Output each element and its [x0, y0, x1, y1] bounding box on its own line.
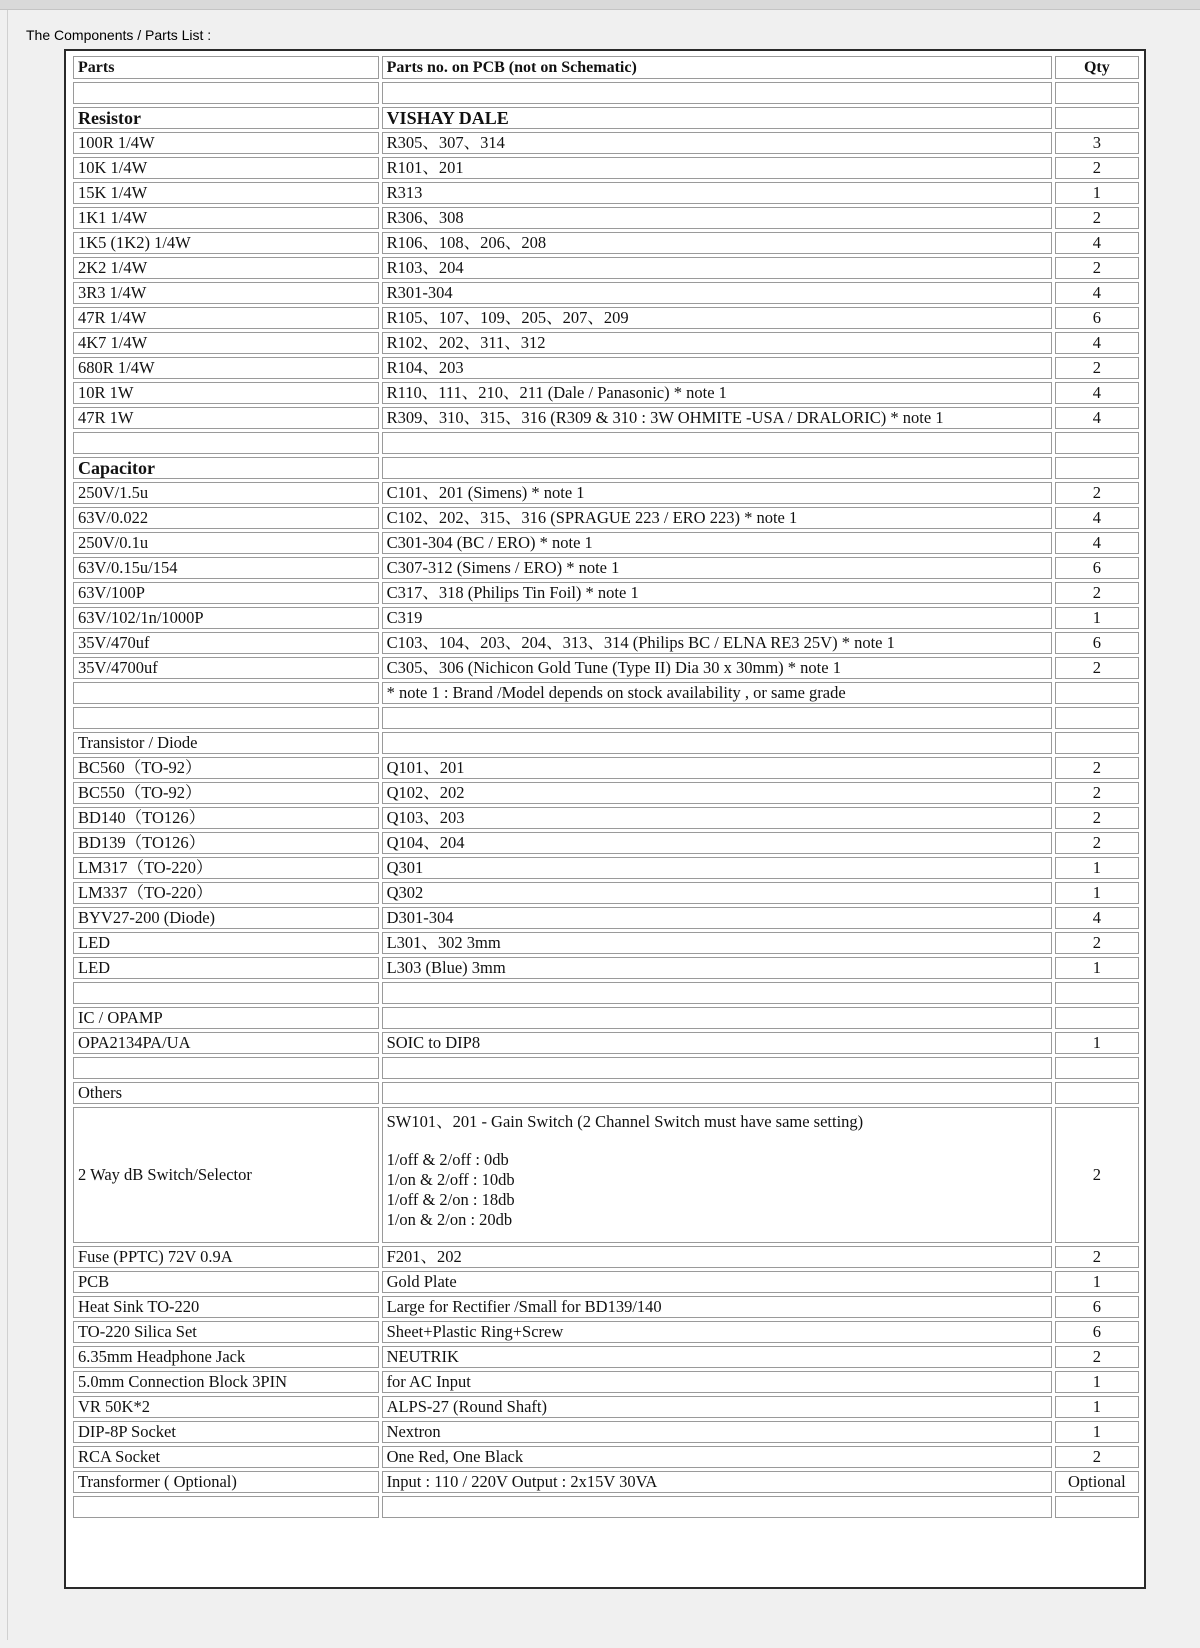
- qty-cell: [1055, 82, 1139, 104]
- qty-cell: 2: [1055, 157, 1139, 179]
- part-cell: 1K5 (1K2) 1/4W: [73, 232, 379, 254]
- pcb-number-cell: [382, 457, 1052, 479]
- part-cell: 100R 1/4W: [73, 132, 379, 154]
- qty-cell: 1: [1055, 1371, 1139, 1393]
- part-cell: 2 Way dB Switch/Selector: [73, 1107, 379, 1243]
- pcb-number-cell: R104、203: [382, 357, 1052, 379]
- pcb-number-cell: R301-304: [382, 282, 1052, 304]
- pcb-number-cell: [382, 1007, 1052, 1029]
- part-cell: Others: [73, 1082, 379, 1104]
- parts-table: [70, 53, 1142, 1521]
- qty-cell: 2: [1055, 357, 1139, 379]
- qty-cell: 4: [1055, 532, 1139, 554]
- pcb-number-cell: [382, 432, 1052, 454]
- table-row: [73, 1471, 1139, 1493]
- table-row: [73, 282, 1139, 304]
- table-row: [73, 732, 1139, 754]
- pcb-number-cell: Gold Plate: [382, 1271, 1052, 1293]
- pcb-number-cell: F201、202: [382, 1246, 1052, 1268]
- part-cell: LM337（TO-220）: [73, 882, 379, 904]
- table-row: [73, 1057, 1139, 1079]
- qty-cell: 4: [1055, 507, 1139, 529]
- qty-cell: [1055, 707, 1139, 729]
- pcb-number-cell: for AC Input: [382, 1371, 1052, 1393]
- table-row: [73, 632, 1139, 654]
- column-header-qty: Qty: [1055, 56, 1139, 79]
- pcb-number-cell: C305、306 (Nichicon Gold Tune (Type II) Dia 30 x 30mm) * note 1: [382, 657, 1052, 679]
- pcb-number-cell: D301-304: [382, 907, 1052, 929]
- part-cell: LED: [73, 932, 379, 954]
- table-row: [73, 157, 1139, 179]
- gain-switch-line5: 1/on & 2/on : 20db: [386, 1210, 513, 1229]
- pcb-number-cell: [382, 982, 1052, 1004]
- qty-cell: 4: [1055, 907, 1139, 929]
- qty-cell: [1055, 457, 1139, 479]
- pcb-number-cell: C301-304 (BC / ERO) * note 1: [382, 532, 1052, 554]
- qty-cell: 1: [1055, 1032, 1139, 1054]
- qty-cell: 2: [1055, 1107, 1139, 1243]
- table-row: [73, 207, 1139, 229]
- qty-cell: [1055, 107, 1139, 129]
- gain-switch-line4: 1/off & 2/on : 18db: [386, 1190, 515, 1209]
- qty-cell: [1055, 682, 1139, 704]
- pcb-number-cell: Large for Rectifier /Small for BD139/140: [382, 1296, 1052, 1318]
- pcb-number-cell: NEUTRIK: [382, 1346, 1052, 1368]
- part-cell: VR 50K*2: [73, 1396, 379, 1418]
- pcb-number-cell: R306、308: [382, 207, 1052, 229]
- column-header-parts: Parts: [73, 56, 379, 79]
- qty-cell: 1: [1055, 957, 1139, 979]
- table-row: [73, 1446, 1139, 1468]
- part-cell: [73, 1057, 379, 1079]
- part-cell: LED: [73, 957, 379, 979]
- part-cell: [73, 982, 379, 1004]
- pcb-number-cell: SOIC to DIP8: [382, 1032, 1052, 1054]
- qty-cell: 2: [1055, 657, 1139, 679]
- pcb-number-cell: * note 1 : Brand /Model depends on stock availability , or same grade: [382, 682, 1052, 704]
- part-cell: 4K7 1/4W: [73, 332, 379, 354]
- gain-switch-line3: 1/on & 2/off : 10db: [386, 1170, 515, 1189]
- qty-cell: 6: [1055, 557, 1139, 579]
- table-row: [73, 182, 1139, 204]
- table-row: [73, 232, 1139, 254]
- table-row: [73, 957, 1139, 979]
- qty-cell: [1055, 432, 1139, 454]
- table-row: [73, 432, 1139, 454]
- table-row: [73, 932, 1139, 954]
- pcb-number-cell: Q102、202: [382, 782, 1052, 804]
- table-row: [73, 307, 1139, 329]
- qty-cell: 2: [1055, 1446, 1139, 1468]
- table-row: [73, 1296, 1139, 1318]
- pcb-number-cell: VISHAY DALE: [382, 107, 1052, 129]
- part-cell: OPA2134PA/UA: [73, 1032, 379, 1054]
- page-heading: The Components / Parts List :: [26, 27, 212, 43]
- pcb-number-cell: R105、107、109、205、207、209: [382, 307, 1052, 329]
- table-row: [73, 457, 1139, 479]
- qty-cell: 4: [1055, 407, 1139, 429]
- table-row: [73, 907, 1139, 929]
- table-row: [73, 1496, 1139, 1518]
- part-cell: BD140（TO126）: [73, 807, 379, 829]
- table-row: [73, 832, 1139, 854]
- qty-cell: [1055, 1496, 1139, 1518]
- pcb-number-cell: Input : 110 / 220V Output : 2x15V 30VA: [382, 1471, 1052, 1493]
- qty-cell: 4: [1055, 332, 1139, 354]
- table-row: [73, 557, 1139, 579]
- pcb-number-cell: Q101、201: [382, 757, 1052, 779]
- pcb-number-cell: R101、201: [382, 157, 1052, 179]
- pcb-number-cell: R313: [382, 182, 1052, 204]
- pcb-number-cell: One Red, One Black: [382, 1446, 1052, 1468]
- window-top-bar: [0, 0, 1200, 10]
- table-row: [73, 257, 1139, 279]
- qty-cell: 6: [1055, 1296, 1139, 1318]
- part-cell: Resistor: [73, 107, 379, 129]
- qty-cell: 4: [1055, 382, 1139, 404]
- table-row: [73, 1371, 1139, 1393]
- qty-cell: 1: [1055, 1271, 1139, 1293]
- qty-cell: 2: [1055, 482, 1139, 504]
- qty-cell: 4: [1055, 232, 1139, 254]
- part-cell: 250V/0.1u: [73, 532, 379, 554]
- qty-cell: 1: [1055, 857, 1139, 879]
- table-row: [73, 1271, 1139, 1293]
- qty-cell: Optional: [1055, 1471, 1139, 1493]
- qty-cell: [1055, 732, 1139, 754]
- pcb-number-cell: [382, 1057, 1052, 1079]
- part-cell: [73, 432, 379, 454]
- part-cell: 15K 1/4W: [73, 182, 379, 204]
- table-row: [73, 582, 1139, 604]
- part-cell: 47R 1W: [73, 407, 379, 429]
- table-header-row: [73, 56, 1139, 79]
- qty-cell: 1: [1055, 1396, 1139, 1418]
- pcb-number-cell: R103、204: [382, 257, 1052, 279]
- table-row: [73, 782, 1139, 804]
- pcb-number-cell: [382, 707, 1052, 729]
- part-cell: [73, 682, 379, 704]
- gain-switch-line2: 1/off & 2/off : 0db: [386, 1150, 509, 1169]
- qty-cell: 2: [1055, 782, 1139, 804]
- part-cell: BYV27-200 (Diode): [73, 907, 379, 929]
- pcb-number-cell: C102、202、315、316 (SPRAGUE 223 / ERO 223) * note 1: [382, 507, 1052, 529]
- table-row: [73, 682, 1139, 704]
- part-cell: 63V/0.15u/154: [73, 557, 379, 579]
- table-row: [73, 507, 1139, 529]
- part-cell: Capacitor: [73, 457, 379, 479]
- part-cell: RCA Socket: [73, 1446, 379, 1468]
- column-header-pcb: Parts no. on PCB (not on Schematic): [382, 56, 1052, 79]
- qty-cell: 6: [1055, 632, 1139, 654]
- part-cell: PCB: [73, 1271, 379, 1293]
- part-cell: [73, 82, 379, 104]
- pcb-number-cell: R102、202、311、312: [382, 332, 1052, 354]
- table-row: [73, 1346, 1139, 1368]
- part-cell: 63V/0.022: [73, 507, 379, 529]
- part-cell: Heat Sink TO-220: [73, 1296, 379, 1318]
- qty-cell: 2: [1055, 832, 1139, 854]
- part-cell: Fuse (PPTC) 72V 0.9A: [73, 1246, 379, 1268]
- qty-cell: 2: [1055, 807, 1139, 829]
- qty-cell: 2: [1055, 582, 1139, 604]
- pcb-number-cell: C319: [382, 607, 1052, 629]
- part-cell: BC560（TO-92）: [73, 757, 379, 779]
- qty-cell: [1055, 1082, 1139, 1104]
- table-row: [73, 332, 1139, 354]
- qty-cell: [1055, 982, 1139, 1004]
- qty-cell: 2: [1055, 757, 1139, 779]
- qty-cell: 2: [1055, 1346, 1139, 1368]
- qty-cell: 6: [1055, 307, 1139, 329]
- part-cell: 35V/470uf: [73, 632, 379, 654]
- table-row: [73, 1007, 1139, 1029]
- table-row: [73, 357, 1139, 379]
- qty-cell: 1: [1055, 182, 1139, 204]
- table-row: [73, 1321, 1139, 1343]
- pcb-number-cell: [382, 1496, 1052, 1518]
- table-row: [73, 82, 1139, 104]
- parts-list-frame: [64, 49, 1146, 1589]
- pcb-number-cell: R110、111、210、211 (Dale / Panasonic) * note 1: [382, 382, 1052, 404]
- part-cell: 3R3 1/4W: [73, 282, 379, 304]
- qty-cell: 2: [1055, 207, 1139, 229]
- table-row: [73, 882, 1139, 904]
- pcb-number-cell: Q301: [382, 857, 1052, 879]
- pcb-number-cell: C101、201 (Simens) * note 1: [382, 482, 1052, 504]
- pcb-number-cell: Q302: [382, 882, 1052, 904]
- qty-cell: 2: [1055, 257, 1139, 279]
- qty-cell: [1055, 1007, 1139, 1029]
- table-row: [73, 1421, 1139, 1443]
- part-cell: 250V/1.5u: [73, 482, 379, 504]
- table-row: [73, 407, 1139, 429]
- pcb-number-cell: [382, 1107, 1052, 1243]
- part-cell: BD139（TO126）: [73, 832, 379, 854]
- part-cell: IC / OPAMP: [73, 1007, 379, 1029]
- part-cell: Transformer ( Optional): [73, 1471, 379, 1493]
- part-cell: DIP-8P Socket: [73, 1421, 379, 1443]
- pcb-number-cell: R309、310、315、316 (R309 & 310 : 3W OHMITE -USA / DRALORIC) * note 1: [382, 407, 1052, 429]
- qty-cell: 2: [1055, 932, 1139, 954]
- table-row: [73, 107, 1139, 129]
- table-row: [73, 132, 1139, 154]
- pcb-number-cell: [382, 82, 1052, 104]
- pcb-number-cell: R106、108、206、208: [382, 232, 1052, 254]
- part-cell: 10R 1W: [73, 382, 379, 404]
- table-row: [73, 1082, 1139, 1104]
- part-cell: 5.0mm Connection Block 3PIN: [73, 1371, 379, 1393]
- table-row: [73, 857, 1139, 879]
- qty-cell: 1: [1055, 607, 1139, 629]
- part-cell: Transistor / Diode: [73, 732, 379, 754]
- part-cell: 35V/4700uf: [73, 657, 379, 679]
- pcb-number-cell: Q104、204: [382, 832, 1052, 854]
- pcb-number-cell: [382, 732, 1052, 754]
- pcb-number-cell: Q103、203: [382, 807, 1052, 829]
- table-row: [73, 757, 1139, 779]
- table-row: [73, 657, 1139, 679]
- table-row: [73, 382, 1139, 404]
- qty-cell: 3: [1055, 132, 1139, 154]
- pcb-number-cell: ALPS-27 (Round Shaft): [382, 1396, 1052, 1418]
- part-cell: BC550（TO-92）: [73, 782, 379, 804]
- table-row: [73, 1032, 1139, 1054]
- pcb-number-cell: R305、307、314: [382, 132, 1052, 154]
- gain-switch-line1: SW101、201 - Gain Switch (2 Channel Switch must have same setting): [386, 1112, 864, 1131]
- table-row: [73, 482, 1139, 504]
- table-row: [73, 1246, 1139, 1268]
- part-cell: 680R 1/4W: [73, 357, 379, 379]
- part-cell: 1K1 1/4W: [73, 207, 379, 229]
- qty-cell: 6: [1055, 1321, 1139, 1343]
- table-row: [73, 607, 1139, 629]
- pcb-number-cell: L301、302 3mm: [382, 932, 1052, 954]
- qty-cell: 1: [1055, 882, 1139, 904]
- part-cell: LM317（TO-220）: [73, 857, 379, 879]
- qty-cell: 1: [1055, 1421, 1139, 1443]
- part-cell: 47R 1/4W: [73, 307, 379, 329]
- pcb-number-cell: Nextron: [382, 1421, 1052, 1443]
- part-cell: 6.35mm Headphone Jack: [73, 1346, 379, 1368]
- table-row: [73, 1396, 1139, 1418]
- part-cell: 2K2 1/4W: [73, 257, 379, 279]
- part-cell: 10K 1/4W: [73, 157, 379, 179]
- table-row: [73, 532, 1139, 554]
- table-row: [73, 807, 1139, 829]
- qty-cell: [1055, 1057, 1139, 1079]
- part-cell: 63V/102/1n/1000P: [73, 607, 379, 629]
- pcb-number-cell: C317、318 (Philips Tin Foil) * note 1: [382, 582, 1052, 604]
- qty-cell: 4: [1055, 282, 1139, 304]
- pcb-number-cell: C307-312 (Simens / ERO) * note 1: [382, 557, 1052, 579]
- part-cell: TO-220 Silica Set: [73, 1321, 379, 1343]
- part-cell: [73, 707, 379, 729]
- part-cell: [73, 1496, 379, 1518]
- part-cell: 63V/100P: [73, 582, 379, 604]
- pcb-number-cell: L303 (Blue) 3mm: [382, 957, 1052, 979]
- table-row-gain-switch: [73, 1107, 1139, 1243]
- qty-cell: 2: [1055, 1246, 1139, 1268]
- table-row: [73, 982, 1139, 1004]
- pcb-number-cell: C103、104、203、204、313、314 (Philips BC / ELNA RE3 25V) * note 1: [382, 632, 1052, 654]
- pcb-number-cell: [382, 1082, 1052, 1104]
- pcb-number-cell: Sheet+Plastic Ring+Screw: [382, 1321, 1052, 1343]
- table-row: [73, 707, 1139, 729]
